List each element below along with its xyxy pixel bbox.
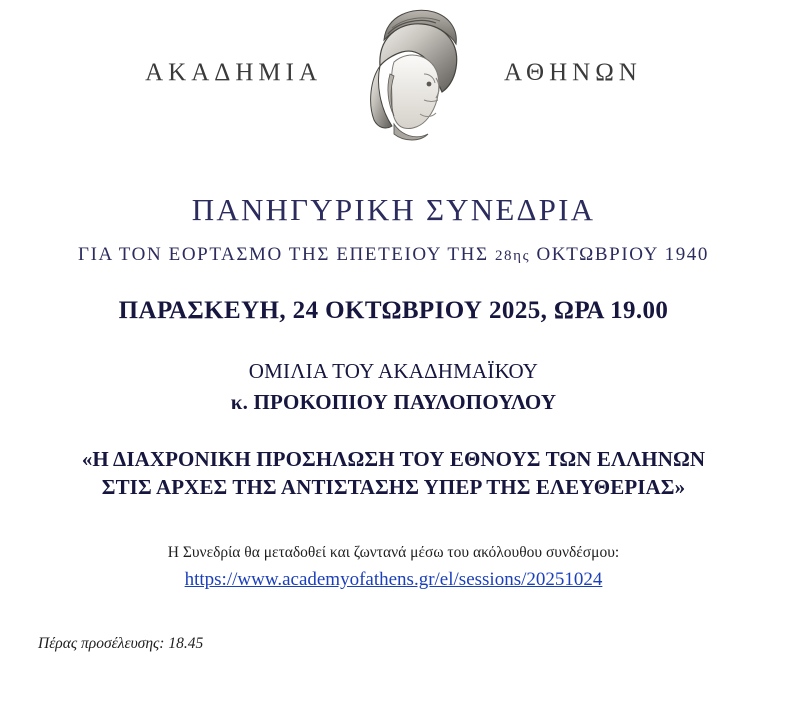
subtitle-suffix: ΟΚΤΩΒΡΙΟΥ 1940	[530, 244, 709, 265]
subtitle-prefix: ΓΙΑ ΤΟΝ ΕΟΡΤΑΣΜΟ ΤΗΣ ΕΠΕΤΕΙΟΥ ΤΗΣ	[77, 244, 495, 265]
letterhead	[0, 0, 787, 150]
speech-topic-line-1: «Η ΔΙΑΧΡΟΝΙΚΗ ΠΡΟΣΗΛΩΣΗ ΤΟΥ ΕΘΝΟΥΣ ΤΩΝ ΕΛΛΗΝΩΝ	[81, 447, 706, 471]
announcement-body	[0, 192, 787, 591]
livestream-note: Η Συνεδρία θα μεταδοθεί και ζωντανά μέσω του ακόλουθου συνδέσμου:	[167, 543, 620, 561]
event-date-time: ΠΑΡΑΣΚΕΥΗ, 24 ΟΚΤΩΒΡΙΟΥ 2025, ΩΡΑ 19.00	[118, 297, 669, 324]
speaker-name: κ. ΠΡΟΚΟΠΙΟΥ ΠΑΥΛΟΠΟΥΛΟΥ	[230, 390, 557, 414]
admission-deadline-note: Πέρας προσέλευσης: 18.45	[38, 635, 204, 652]
page-title: ΠΑΝΗΓΥΡΙΚΗ ΣΥΝΕΔΡΙΑ	[191, 192, 596, 227]
academy-wordmark-right: ΑΘΗΝΩΝ	[504, 59, 642, 86]
athena-helmet-emblem-icon	[350, 4, 478, 146]
subtitle-ordinal: 28ης	[494, 248, 531, 264]
page-subtitle	[40, 244, 747, 266]
speech-topic	[40, 445, 747, 502]
speech-label: ΟΜΙΛΙΑ ΤΟΥ ΑΚΑΔΗΜΑΪΚΟΥ	[248, 359, 539, 383]
speech-topic-line-2: ΣΤΙΣ ΑΡΧΕΣ ΤΗΣ ΑΝΤΙΣΤΑΣΗΣ ΥΠΕΡ ΤΗΣ ΕΛΕΥΘΕΡΙΑΣ»	[101, 475, 686, 500]
livestream-link[interactable]: https://www.academyofathens.gr/el/sessions/20251024	[184, 568, 603, 590]
academy-wordmark-left: ΑΚΑΔΗΜΙΑ	[145, 59, 323, 86]
